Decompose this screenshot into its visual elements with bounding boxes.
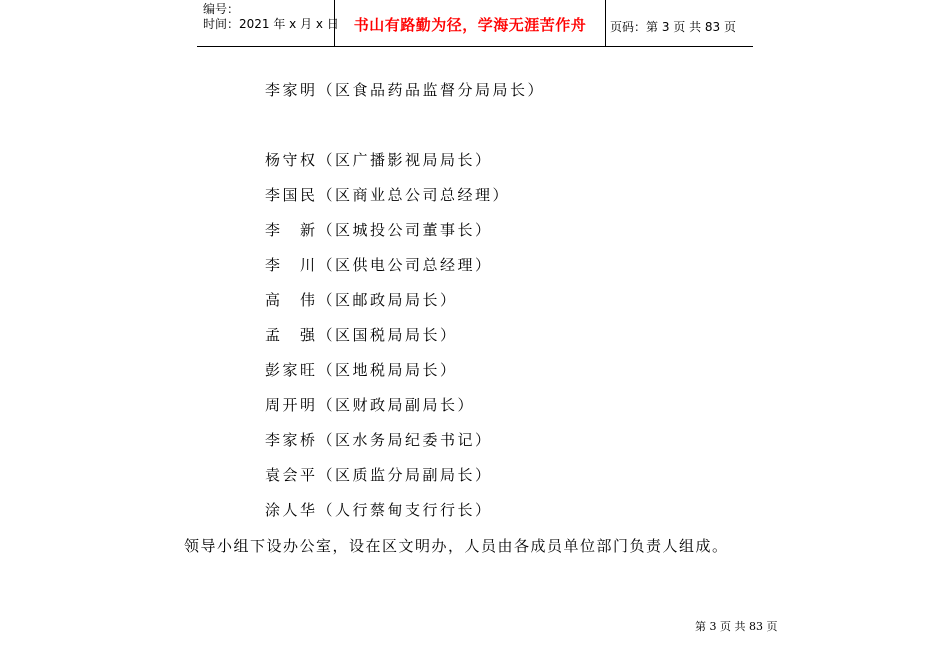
member-line: 杨守权（区广播影视局局长） — [265, 151, 493, 169]
closing-paragraph: 领导小组下设办公室，设在区文明办，人员由各成员单位部门负责人组成。 — [184, 537, 729, 555]
member-line: 李家桥（区水务局纪委书记） — [265, 431, 493, 449]
member-line: 涂人华（人行蔡甸支行行长） — [265, 501, 493, 519]
header-divider-left — [334, 0, 335, 46]
member-line: 彭家旺（区地税局局长） — [265, 361, 458, 379]
document-time-label: 时间：2021 年 x 月 x 日 — [203, 17, 339, 31]
member-line: 袁会平（区质监分局副局长） — [265, 466, 493, 484]
header-divider-right — [605, 0, 606, 46]
member-line: 周开明（区财政局副局长） — [265, 396, 476, 414]
header-meta — [203, 2, 339, 32]
member-line: 孟 强（区国税局局长） — [265, 326, 458, 344]
member-line: 李国民（区商业总公司总经理） — [265, 186, 511, 204]
member-line: 李家明（区食品药品监督分局局长） — [265, 81, 546, 99]
document-number-label: 编号： — [203, 2, 240, 16]
header-motto: 书山有路勤为径，学海无涯苦作舟 — [353, 16, 587, 34]
header-rule — [197, 46, 753, 47]
member-line: 李 新（区城投公司董事长） — [265, 221, 493, 239]
page-footer: 第 3 页 共 83 页 — [695, 620, 778, 633]
member-line: 高 伟（区邮政局局长） — [265, 291, 458, 309]
page-header — [197, 0, 753, 47]
member-line: 李 川（区供电公司总经理） — [265, 256, 493, 274]
header-page-info: 页码：第 3 页 共 83 页 — [610, 20, 736, 34]
